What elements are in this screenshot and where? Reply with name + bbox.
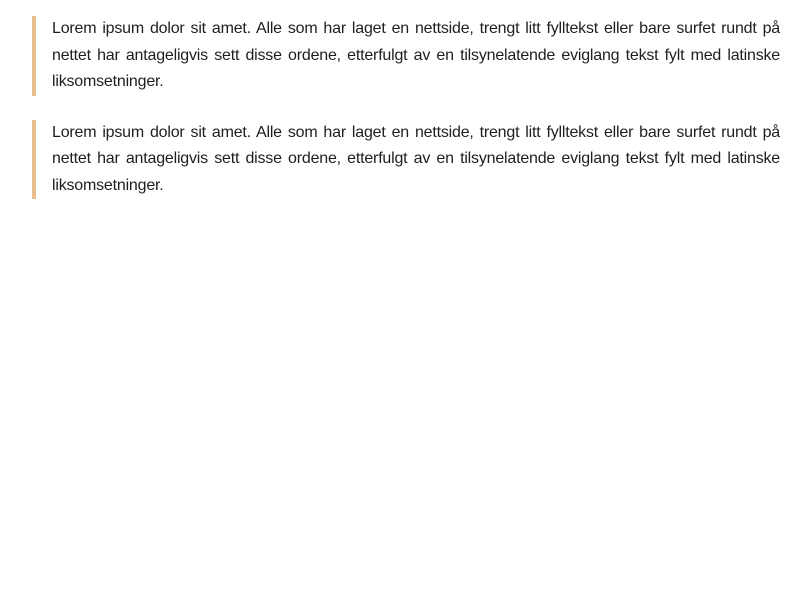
blockquote-text: Lorem ipsum dolor sit amet. Alle som har laget en nettside, trengt litt fylltekst eller bare surfet rundt på nettet har antageligvis sett disse ordene, etterfulgt av en tilsynelatende eviglang tekst fylt med latinske liksomsetninger. — [52, 20, 780, 90]
blockquote-2 — [32, 120, 780, 200]
blockquote-1 — [32, 16, 780, 96]
blockquote-text: Lorem ipsum dolor sit amet. Alle som har laget en nettside, trengt litt fylltekst eller bare surfet rundt på nettet har antageligvis sett disse ordene, etterfulgt av en tilsynelatende eviglang tekst fylt med latinske liksomsetninger. — [52, 123, 780, 194]
